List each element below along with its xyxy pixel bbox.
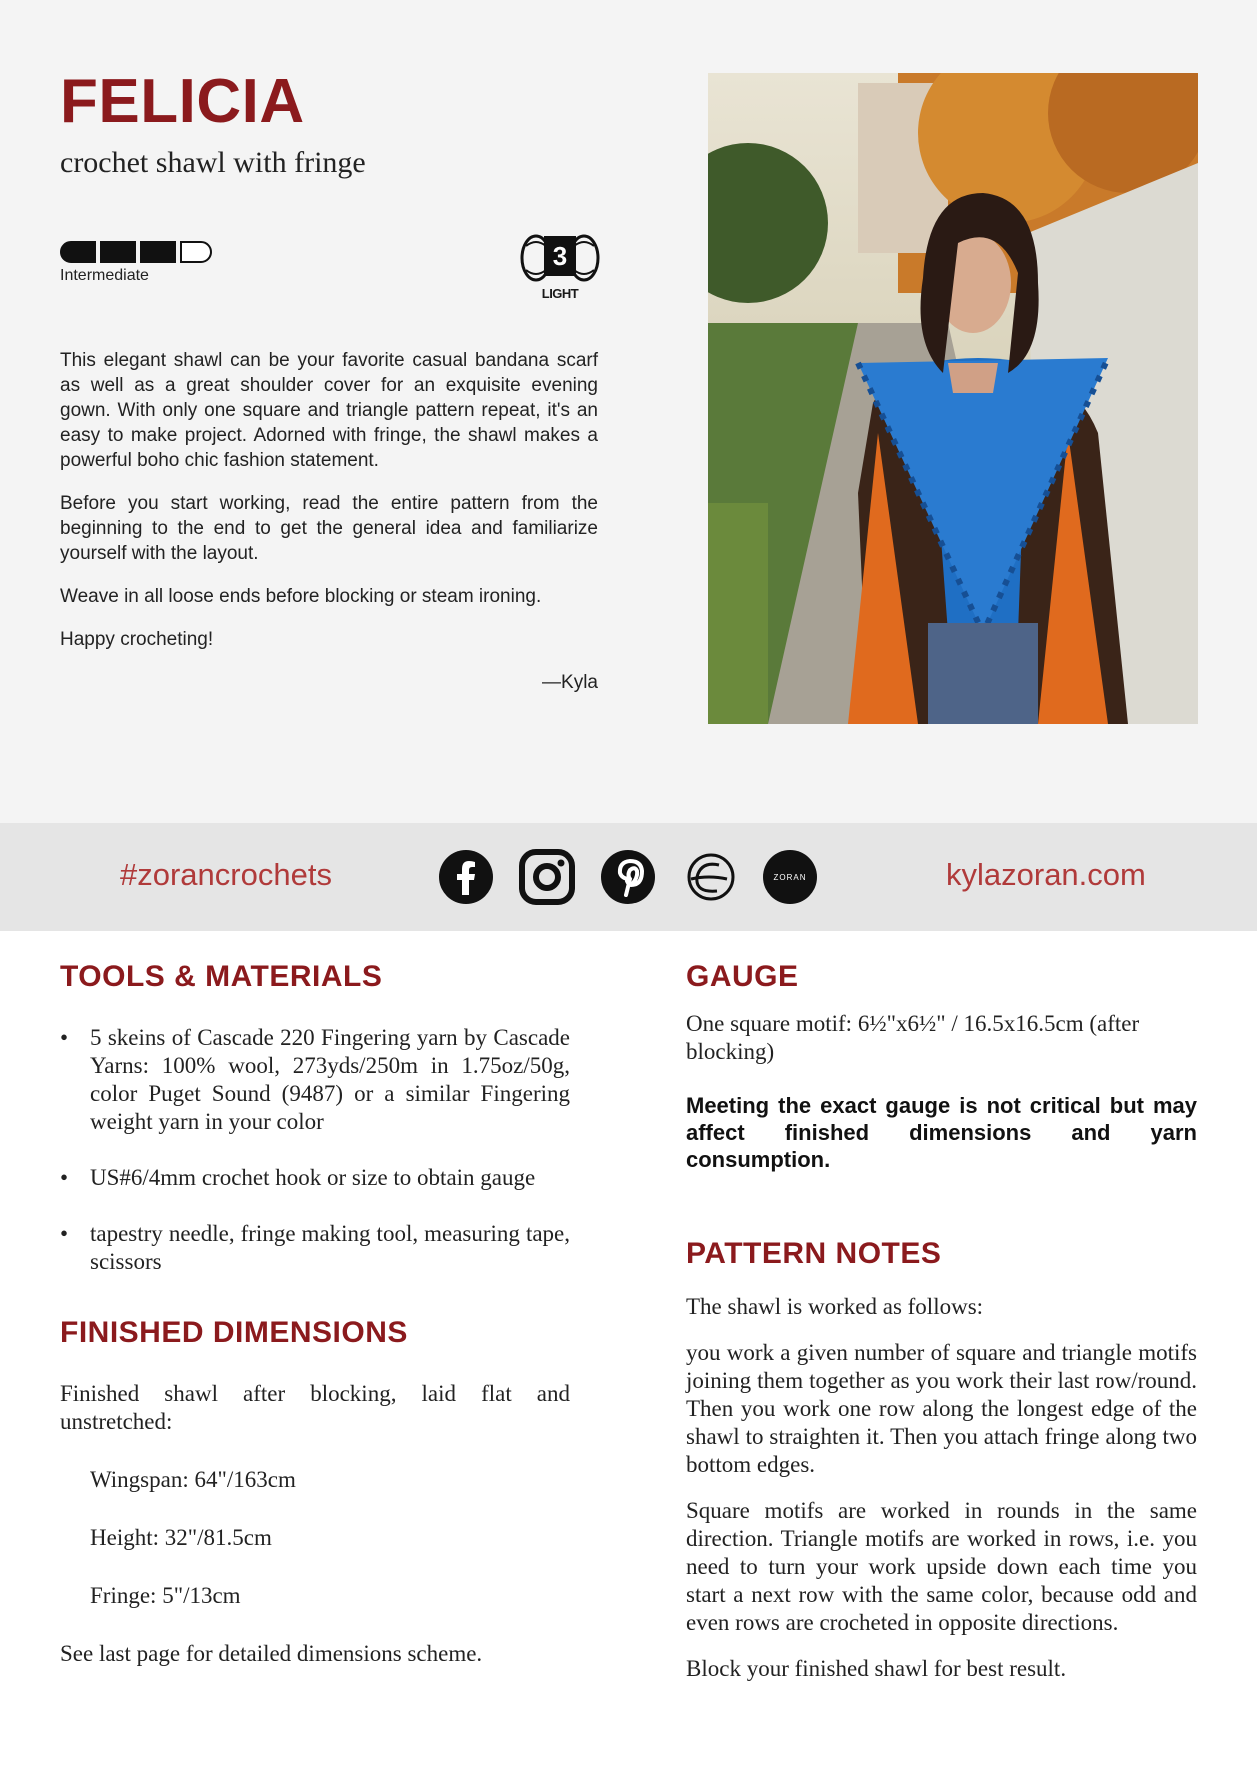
yarn-weight-label: LIGHT — [541, 286, 579, 301]
yarn-weight-number: 3 — [544, 236, 576, 276]
notes-heading: PATTERN NOTES — [686, 1237, 942, 1270]
zoran-logo-icon[interactable] — [762, 849, 818, 905]
gauge-heading: GAUGE — [686, 960, 799, 993]
dimension-fringe: Fringe: 5"/13cm — [90, 1583, 241, 1608]
intro-paragraph: This elegant shawl can be your favorite casual bandana scarf as well as a great shoulder cover for an exquisite evening gown. With only one square and triangle pattern repeat, it's an easy to make project. Adorned with fringe, the shawl makes a powerful boho chic fashion statement. — [60, 350, 598, 471]
social-icons — [438, 849, 818, 905]
gauge-note: Meeting the exact gauge is not critical but may affect finished dimensions and yarn consumption. — [686, 1093, 1197, 1172]
header-section — [0, 0, 1257, 823]
intro-paragraph: Happy crocheting! — [60, 629, 214, 650]
gauge-text: One square motif: 6½"x6½" / 16.5x16.5cm (after blocking) — [686, 1011, 1140, 1064]
etsy-icon[interactable] — [681, 849, 737, 905]
skill-level-indicator — [60, 241, 212, 285]
intro-text — [60, 348, 598, 713]
materials-item: • 5 skeins of Cascade 220 Fingering yarn by Cascade Yarns: 100% wool, 273yds/250m in 1.75oz/50g, color Puget Sound (9487) or a similar Fingering weight yarn in your color — [60, 1024, 570, 1136]
dimensions-intro: Finished shawl after blocking, laid flat and unstretched: — [60, 1381, 570, 1434]
materials-item: • tapestry needle, fringe making tool, measuring tape, scissors — [60, 1220, 570, 1276]
skill-segment-empty — [180, 241, 212, 263]
skill-level-label: Intermediate — [60, 267, 149, 284]
dimensions-footer: See last page for detailed dimensions scheme. — [60, 1641, 483, 1666]
dimension-height: Height: 32"/81.5cm — [90, 1525, 272, 1550]
intro-paragraph: Weave in all loose ends before blocking or steam ironing. — [60, 586, 542, 607]
skill-segment-filled — [60, 241, 96, 263]
signature: —Kyla — [542, 672, 598, 693]
right-column — [686, 960, 1197, 1683]
notes-paragraph: you work a given number of square and triangle motifs joining them together as you work their last row/round. Then you work one row along the longest edge of the shawl to straighten it. Then you attach fringe along two bottom edges. — [686, 1340, 1197, 1477]
skill-bar — [60, 241, 212, 263]
facebook-icon[interactable] — [438, 849, 494, 905]
pinterest-icon[interactable] — [600, 849, 656, 905]
materials-list — [60, 1024, 570, 1276]
skill-segment-filled — [100, 241, 136, 263]
materials-item: • US#6/4mm crochet hook or size to obtain gauge — [60, 1164, 570, 1192]
notes-paragraph: Square motifs are worked in rounds in the same direction. Triangle motifs are worked in rows, i.e. you need to turn your work upside down each time you start a next row with the same color, because odd and even rows are crocheted in opposite directions. — [686, 1498, 1197, 1635]
model-wearing-blue-shawl-photo — [708, 73, 1198, 724]
dimensions-heading: FINISHED DIMENSIONS — [60, 1316, 408, 1349]
pattern-title: FELICIA — [60, 67, 305, 136]
intro-paragraph: Before you start working, read the entire pattern from the beginning to the end to get the general idea and familiarize yourself with the layout. — [60, 493, 598, 564]
zoran-logo-text: ZORAN — [773, 873, 807, 882]
social-bar — [0, 823, 1257, 931]
dimension-wingspan: Wingspan: 64"/163cm — [90, 1467, 296, 1492]
notes-paragraph: Block your finished shawl for best result. — [686, 1656, 1067, 1681]
pattern-subtitle: crochet shawl with fringe — [60, 146, 366, 179]
instagram-icon[interactable] — [519, 849, 575, 905]
yarn-weight-icon — [520, 230, 600, 306]
photo-illustration — [708, 73, 1198, 724]
tools-heading: TOOLS & MATERIALS — [60, 960, 383, 993]
notes-paragraph: The shawl is worked as follows: — [686, 1294, 984, 1319]
left-column — [60, 960, 570, 1668]
hashtag-link[interactable]: #zorancrochets — [120, 857, 332, 892]
skill-segment-filled — [140, 241, 176, 263]
website-link[interactable]: kylazoran.com — [946, 857, 1146, 892]
